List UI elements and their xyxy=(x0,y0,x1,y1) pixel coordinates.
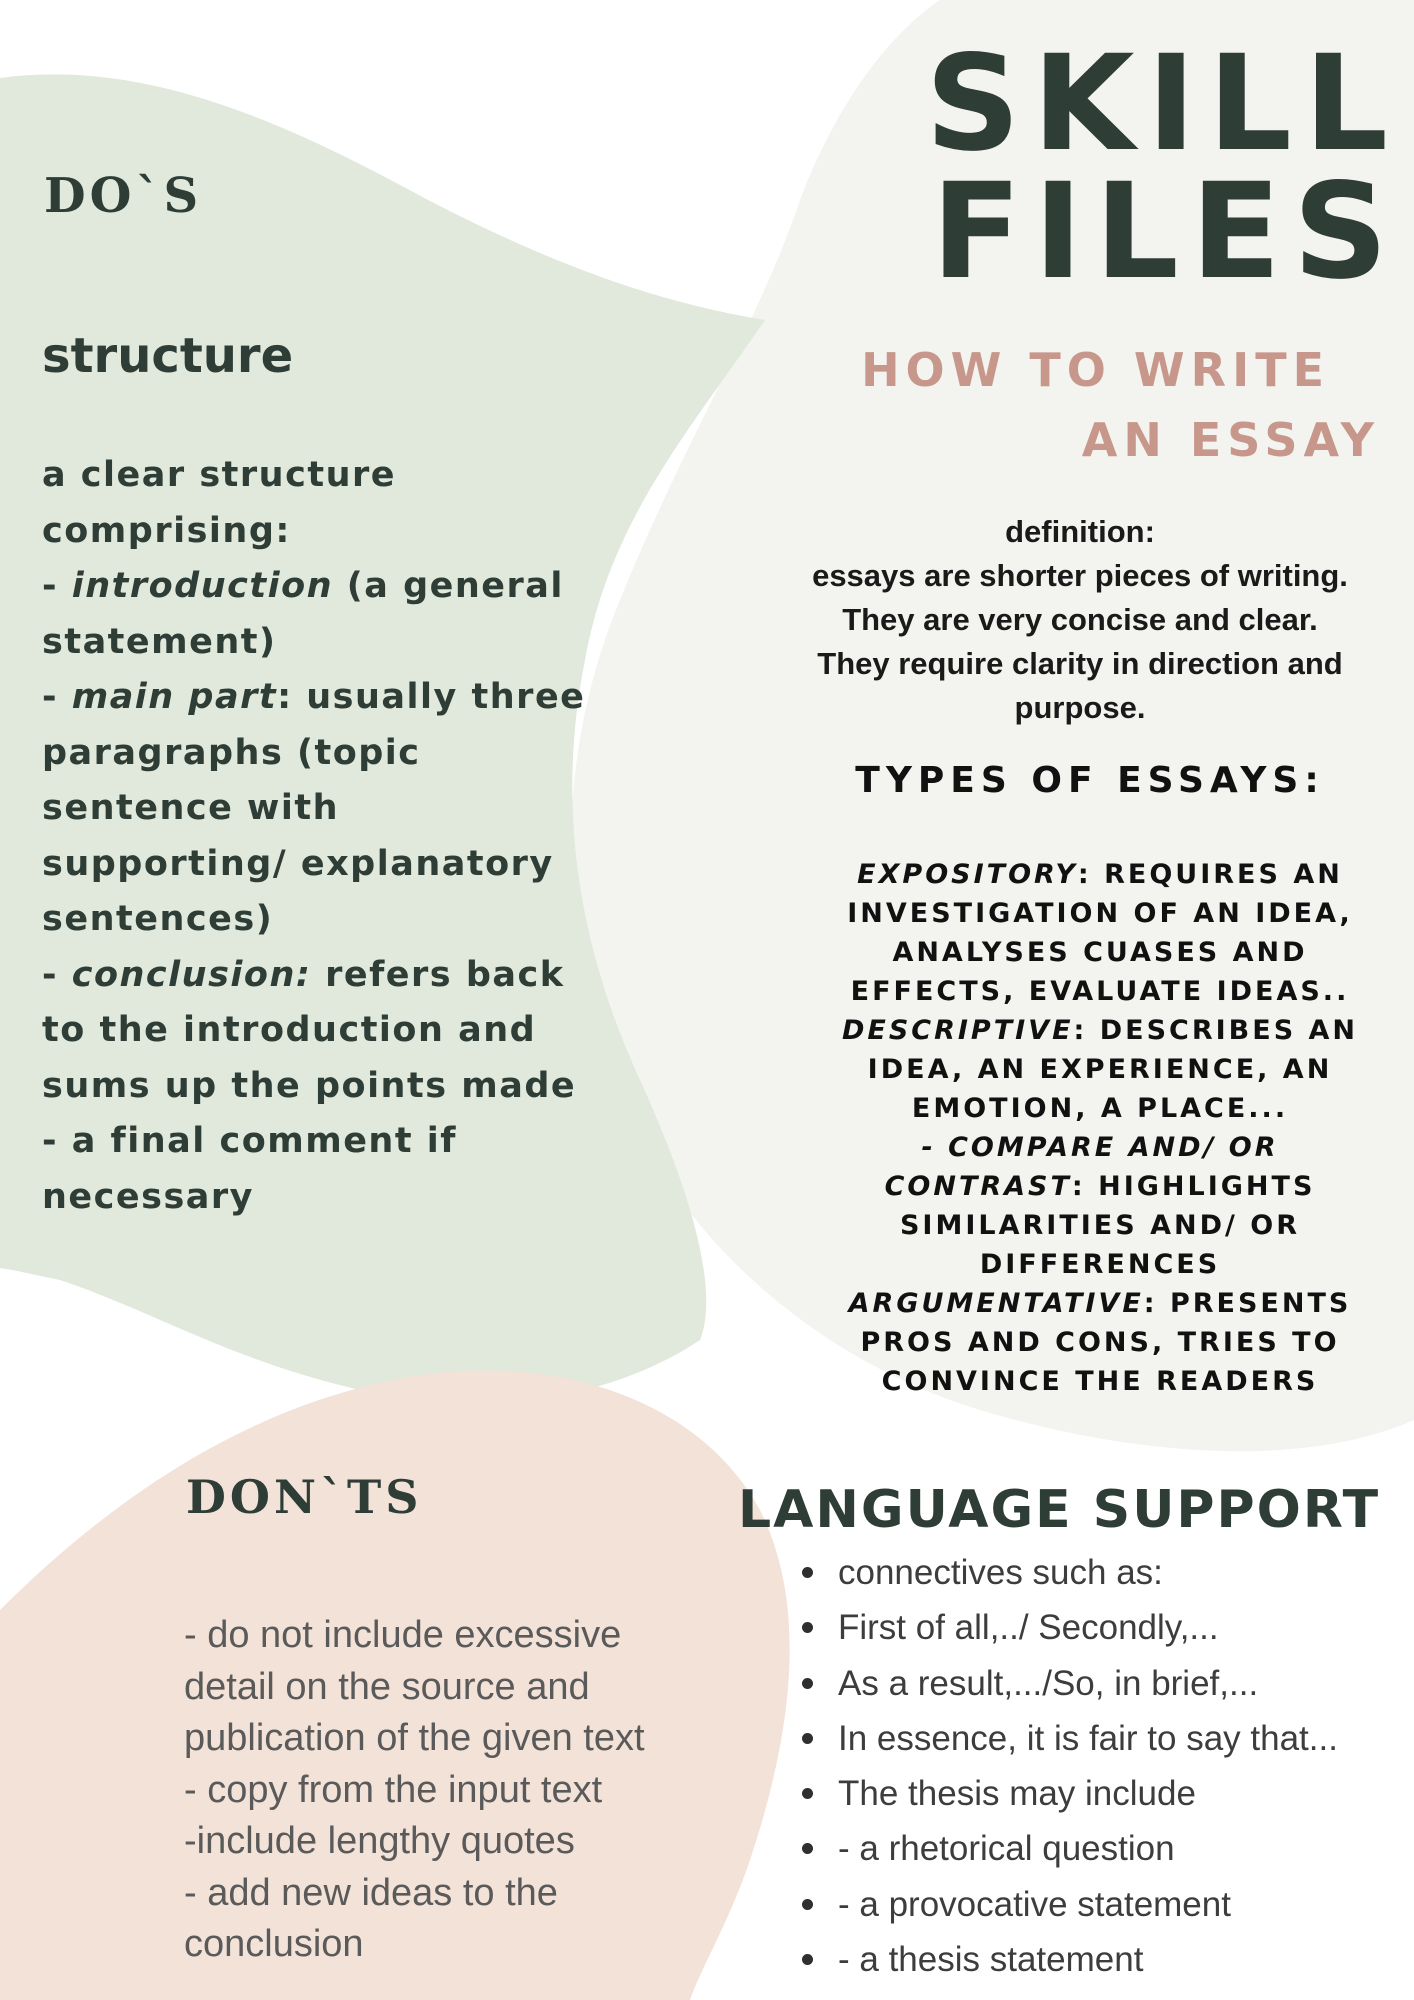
donts-line: publication of the given text xyxy=(184,1717,645,1759)
types-line-text: : DESCRIBES AN xyxy=(1073,1015,1359,1046)
essay-type-name: CONTRAST xyxy=(884,1171,1072,1202)
types-line-text: : HIGHLIGHTS xyxy=(1071,1171,1316,1202)
dos-term: main part xyxy=(71,677,278,717)
types-line-text: CONVINCE THE READERS xyxy=(881,1366,1319,1397)
types-line xyxy=(800,1011,1400,1050)
types-line-text: EMOTION, A PLACE... xyxy=(911,1093,1289,1124)
types-line-text: ANALYSES CUASES AND xyxy=(892,937,1308,968)
types-line xyxy=(800,1323,1400,1362)
title-line-1: SKILL xyxy=(925,27,1400,181)
types-line-text: : REQUIRES AN xyxy=(1077,859,1343,890)
list-item: - a provocative statement xyxy=(798,1877,1398,1932)
types-line xyxy=(800,855,1400,894)
list-item: As a result,.../So, in brief,... xyxy=(798,1656,1398,1711)
definition-text xyxy=(770,554,1390,730)
dos-line: sentence with xyxy=(42,788,340,828)
dos-body xyxy=(42,448,602,1225)
page-subtitle xyxy=(820,335,1380,475)
dos-line xyxy=(42,559,602,615)
dos-line-text: : usually three xyxy=(277,677,586,717)
dos-term: introduction xyxy=(71,566,334,606)
dos-line: - a final comment if xyxy=(42,1121,457,1161)
subtitle-line-1: HOW TO WRITE xyxy=(861,343,1330,397)
list-item: connectives such as: xyxy=(798,1545,1398,1600)
types-line xyxy=(800,972,1400,1011)
types-line xyxy=(800,1128,1400,1167)
donts-line: -include lengthy quotes xyxy=(184,1820,575,1862)
types-line-text: EFFECTS, EVALUATE IDEAS.. xyxy=(850,976,1350,1007)
dos-line xyxy=(42,948,602,1004)
dos-line: sentences) xyxy=(42,899,274,939)
dos-line: supporting/ explanatory xyxy=(42,843,554,884)
list-item: First of all,../ Secondly,... xyxy=(798,1600,1398,1655)
list-item: The thesis may include xyxy=(798,1766,1398,1821)
types-line-text: DIFFERENCES xyxy=(979,1249,1221,1280)
dos-dash: - xyxy=(42,954,72,995)
types-line xyxy=(800,1206,1400,1245)
types-line xyxy=(800,894,1400,933)
types-line xyxy=(800,1167,1400,1206)
dos-line: a clear structure xyxy=(42,455,396,495)
donts-body xyxy=(184,1610,744,1971)
donts-heading: DON`TS xyxy=(186,1470,423,1524)
donts-line: - copy from the input text xyxy=(184,1768,603,1811)
definition-line: essays are shorter pieces of writing. xyxy=(812,558,1348,593)
donts-line: - do not include excessive xyxy=(184,1614,622,1656)
subtitle-line-2: AN ESSAY xyxy=(1081,413,1380,467)
dos-line: statement) xyxy=(42,621,277,662)
types-line xyxy=(800,1284,1400,1323)
language-support-heading: LANGUAGE SUPPORT xyxy=(738,1480,1381,1540)
definition-block xyxy=(770,510,1390,730)
definition-line: They are very concise and clear. xyxy=(842,602,1318,637)
essay-type-name: EXPOSITORY xyxy=(857,859,1078,890)
list-item: - a thesis statement xyxy=(798,1932,1398,1987)
types-heading: TYPES OF ESSAYS: xyxy=(855,760,1325,801)
types-line xyxy=(800,1245,1400,1284)
dos-line xyxy=(42,670,602,726)
types-line-text: IDEA, AN EXPERIENCE, AN xyxy=(867,1054,1333,1085)
donts-line: detail on the source and xyxy=(184,1665,590,1708)
page-title xyxy=(900,27,1400,309)
dos-line-text: (a general xyxy=(333,566,564,606)
dos-line: sums up the points made xyxy=(42,1065,577,1106)
definition-line: purpose. xyxy=(1014,690,1146,725)
definition-label: definition: xyxy=(1005,514,1155,549)
list-item: In essence, it is fair to say that... xyxy=(798,1711,1398,1766)
dos-line: comprising: xyxy=(42,510,291,551)
dos-heading: DO`S xyxy=(44,168,203,224)
structure-heading: structure xyxy=(42,328,294,384)
definition-line: They require clarity in direction and xyxy=(817,646,1343,681)
essay-type-name: ARGUMENTATIVE xyxy=(848,1288,1144,1319)
dos-term: conclusion: xyxy=(71,954,312,995)
dos-line-text: refers back xyxy=(311,954,565,995)
essay-type-name: - COMPARE AND/ OR xyxy=(921,1132,1279,1163)
dos-line: paragraphs (topic xyxy=(42,732,421,773)
dos-dash: - xyxy=(42,677,72,717)
list-item: - a rhetorical question xyxy=(798,1821,1398,1876)
types-line xyxy=(800,933,1400,972)
types-line xyxy=(800,1050,1400,1089)
dos-line: to the introduction and xyxy=(42,1010,537,1050)
types-line xyxy=(800,1362,1400,1401)
types-line xyxy=(800,1089,1400,1128)
language-support-list xyxy=(798,1545,1398,1987)
dos-dash: - xyxy=(42,566,72,606)
types-line-text: INVESTIGATION OF AN IDEA, xyxy=(847,898,1353,929)
essay-type-name: DESCRIPTIVE xyxy=(841,1015,1074,1046)
types-list xyxy=(800,855,1400,1401)
types-line-text: SIMILARITIES AND/ OR xyxy=(899,1210,1300,1241)
donts-line: - add new ideas to the xyxy=(184,1871,558,1914)
title-line-2: FILES xyxy=(931,155,1400,309)
types-line-text: PROS AND CONS, TRIES TO xyxy=(860,1327,1340,1358)
dos-line: necessary xyxy=(42,1176,254,1217)
types-line-text: : PRESENTS xyxy=(1143,1288,1352,1319)
donts-line: conclusion xyxy=(184,1923,364,1965)
